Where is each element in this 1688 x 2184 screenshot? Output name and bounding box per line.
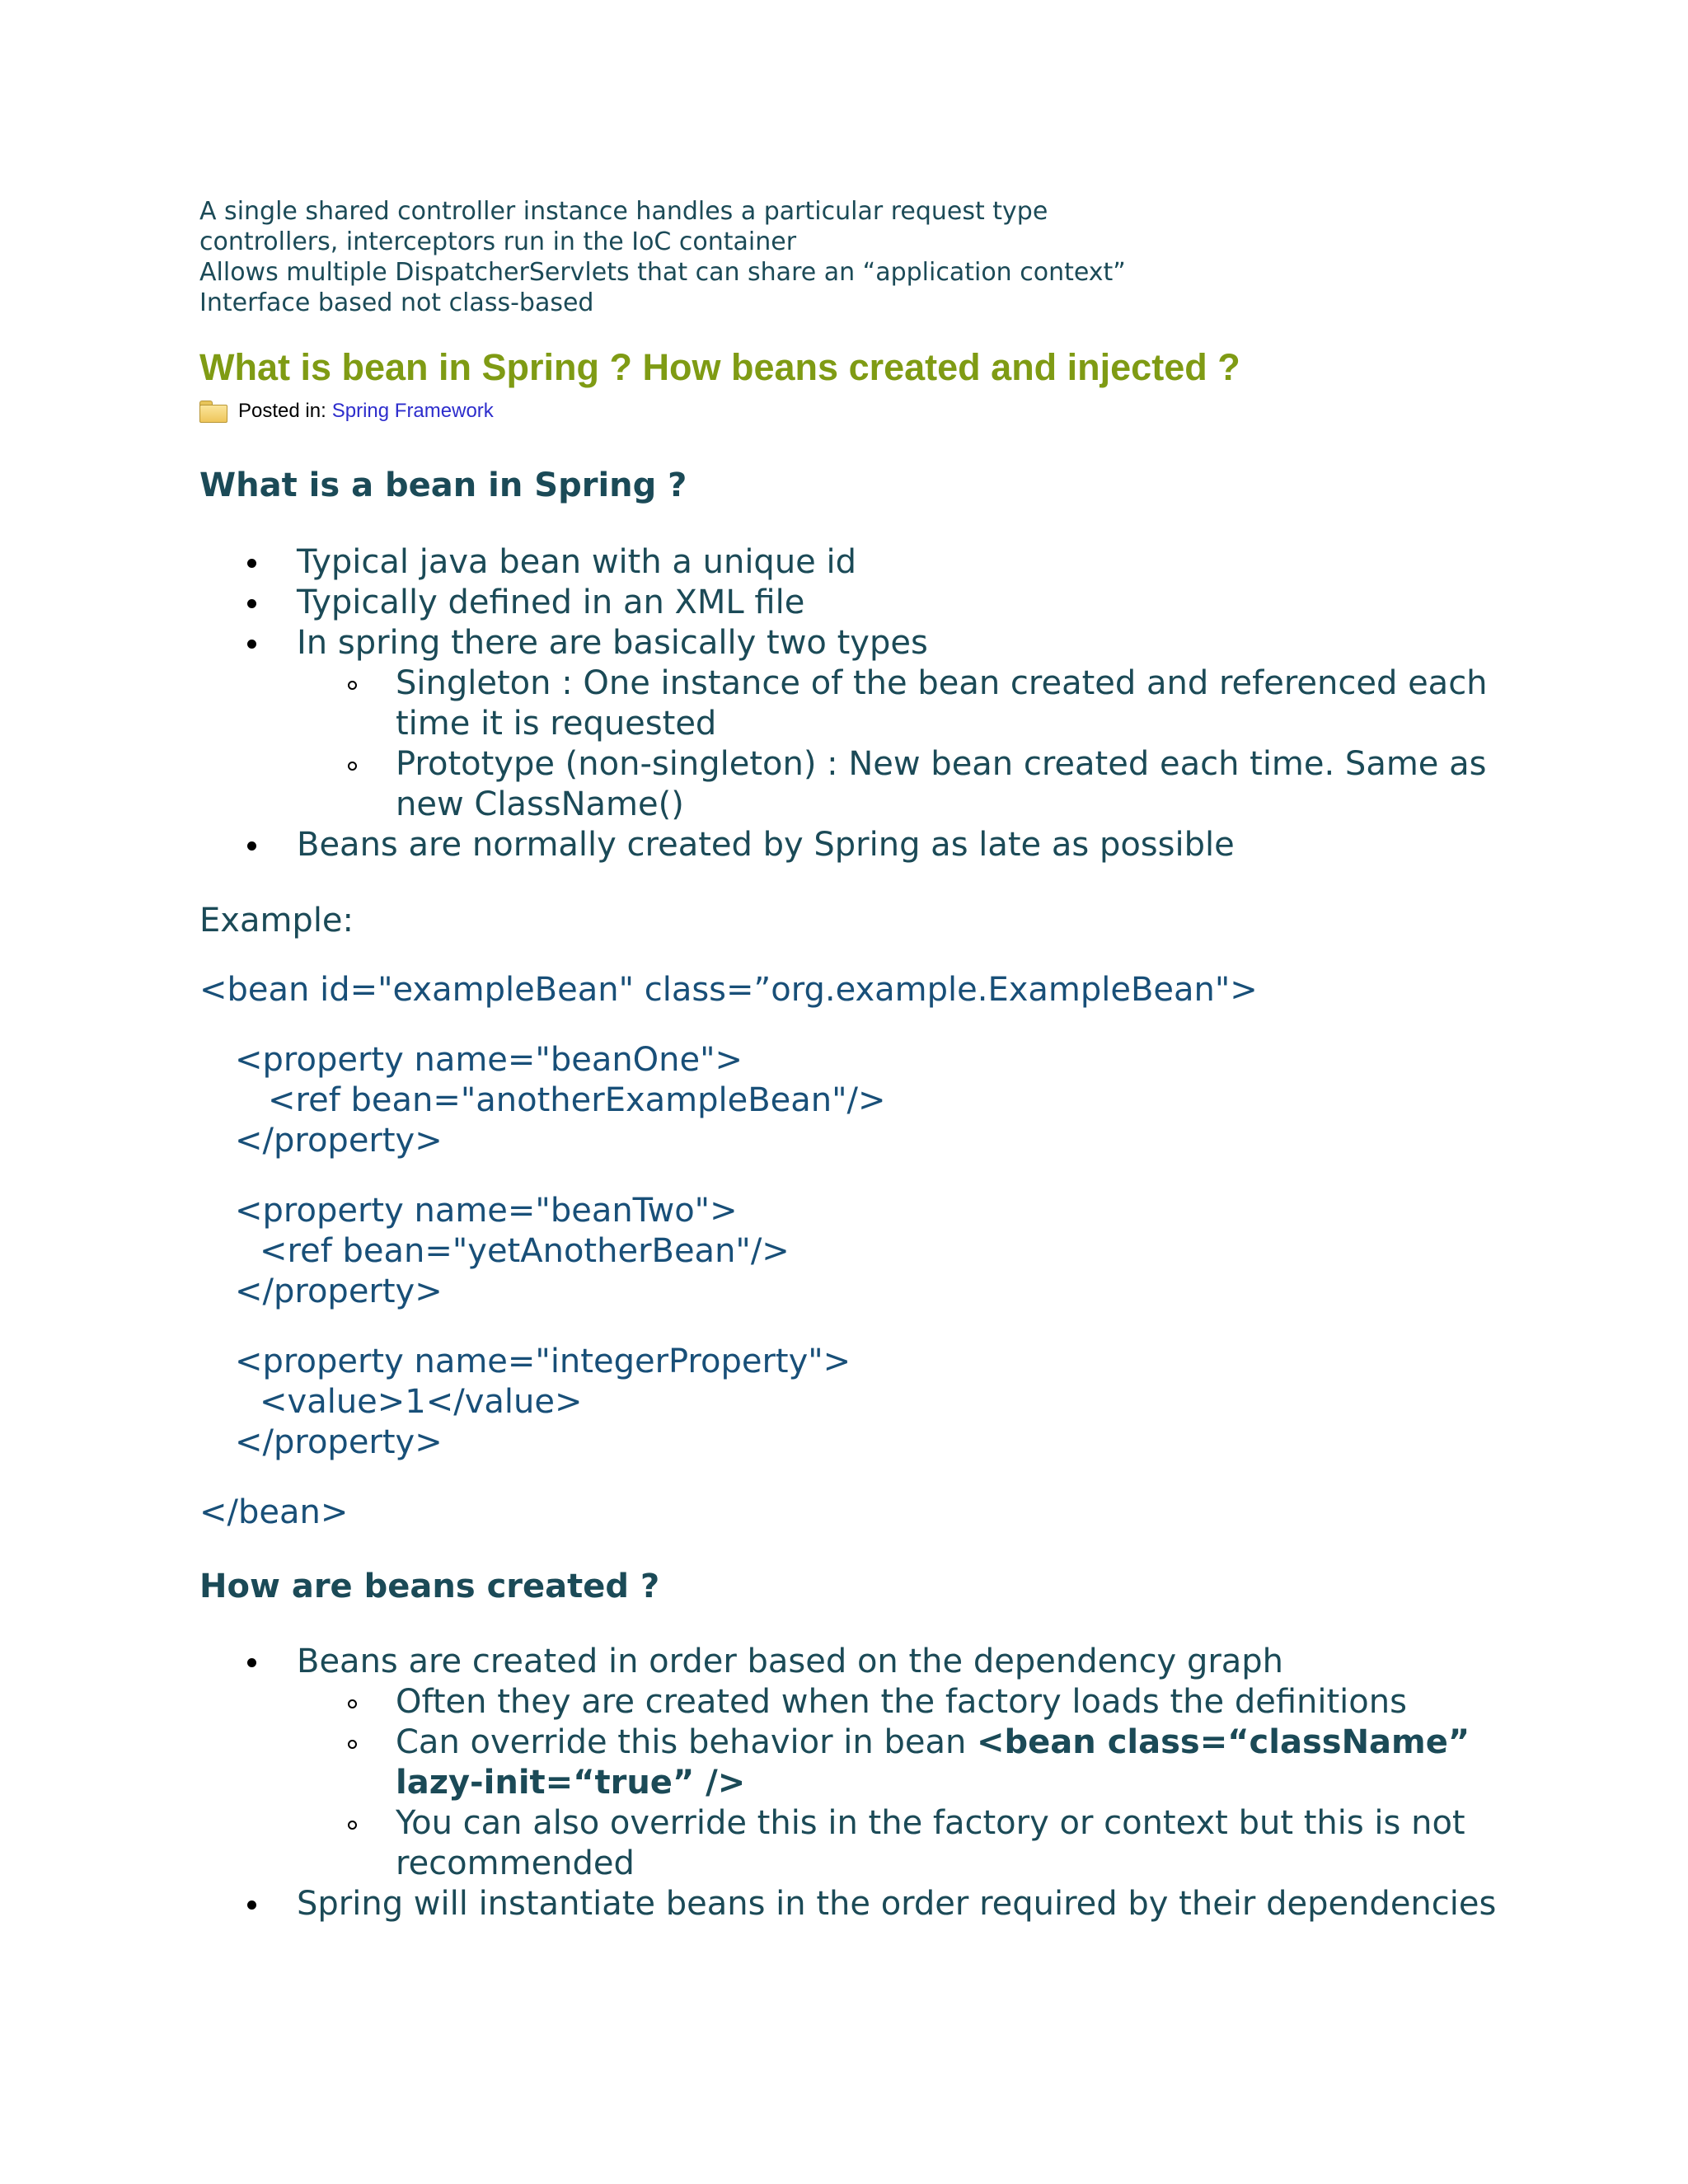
code-line: </bean> [199,1493,349,1531]
intro-block [199,196,1518,318]
folder-icon [199,401,227,422]
list-item [199,542,1518,583]
code-property-block [199,1342,1518,1463]
list-item-text: Beans are created in order based on the dependency graph [297,1643,1284,1680]
circle-bullet-icon [348,1821,357,1830]
code-property-block [199,1040,1518,1161]
list-item-text: In spring there are basically two types [297,624,928,662]
section-heading-how-created: How are beans created ? [199,1568,660,1605]
list-item-text: Spring will instantiate beans in the order required by their dependencies [297,1885,1497,1923]
list-item [199,825,1518,865]
code-property-block [199,1191,1518,1312]
list-item-text: Beans are normally created by Spring as late as possible [297,826,1235,864]
circle-bullet-icon [348,681,357,690]
sub-list-item-text: You can also override this in the factory or context but this is not recommended [396,1804,1465,1882]
code-line: </property> [235,1423,443,1461]
circle-bullet-icon [348,762,357,771]
sub-list-item-text: Often they are created when the factory loads the definitions [396,1683,1407,1721]
code-line: <property name="integerProperty"> [235,1343,851,1380]
list-item [199,1642,1518,1884]
bean-bullet-list [199,542,1518,865]
posted-in-label: Posted in: [238,400,326,422]
sub-list-item [297,1803,1518,1884]
xml-code-example [199,970,1518,1533]
intro-line: Allows multiple DispatcherServlets that can share an “application context” [199,258,1126,287]
intro-line: A single shared controller instance handles a particular request type [199,197,1048,226]
code-line: <property name="beanTwo"> [235,1192,738,1230]
list-item [199,583,1518,623]
section-heading-what-is-bean: What is a bean in Spring ? [199,466,687,504]
bullet-icon [247,841,256,851]
example-label: Example: [199,902,354,940]
code-line: <bean id="exampleBean" class=”org.example.ExampleBean"> [199,971,1258,1009]
code-line: </property> [235,1272,443,1310]
lazy-init-code: <bean class=“className” lazy-init=“true” /> [396,1723,1470,1802]
sub-list-item [297,1682,1518,1722]
bullet-icon [247,599,256,608]
sub-list-item [297,1722,1518,1803]
category-link[interactable]: Spring Framework [331,400,494,422]
intro-line: controllers, interceptors run in the IoC container [199,227,797,256]
bean-types-sublist [297,663,1518,825]
post-title: What is bean in Spring ? How beans created and injected ? [199,346,1240,388]
sub-list-item-text: Prototype (non-singleton) : New bean created each time. Same as new ClassName() [396,745,1487,823]
code-line: <value>1</value> [260,1383,583,1421]
post-meta [199,397,1518,425]
document-page [199,196,1518,1924]
sub-list-item-text: Can override this behavior in bean [396,1723,978,1761]
code-line: </property> [235,1122,443,1160]
creation-sublist [297,1682,1518,1884]
bullet-icon [247,1658,256,1667]
list-item-text: Typically defined in an XML file [297,583,805,621]
list-item [199,1884,1518,1924]
sub-list-item [297,663,1518,744]
bullet-icon [247,1900,256,1910]
circle-bullet-icon [348,1699,357,1708]
code-line: <ref bean="anotherExampleBean"/> [268,1081,886,1119]
sub-list-item [297,744,1518,825]
creation-bullet-list [199,1642,1518,1924]
list-item [199,623,1518,825]
code-line: <ref bean="yetAnotherBean"/> [260,1232,790,1270]
intro-line: Interface based not class-based [199,288,594,317]
circle-bullet-icon [348,1740,357,1749]
sub-list-item-text: Singleton : One instance of the bean created and referenced each time it is requested [396,664,1488,743]
code-line: <property name="beanOne"> [235,1041,743,1079]
bullet-icon [247,640,256,649]
bullet-icon [247,559,256,568]
list-item-text: Typical java bean with a unique id [297,543,857,581]
